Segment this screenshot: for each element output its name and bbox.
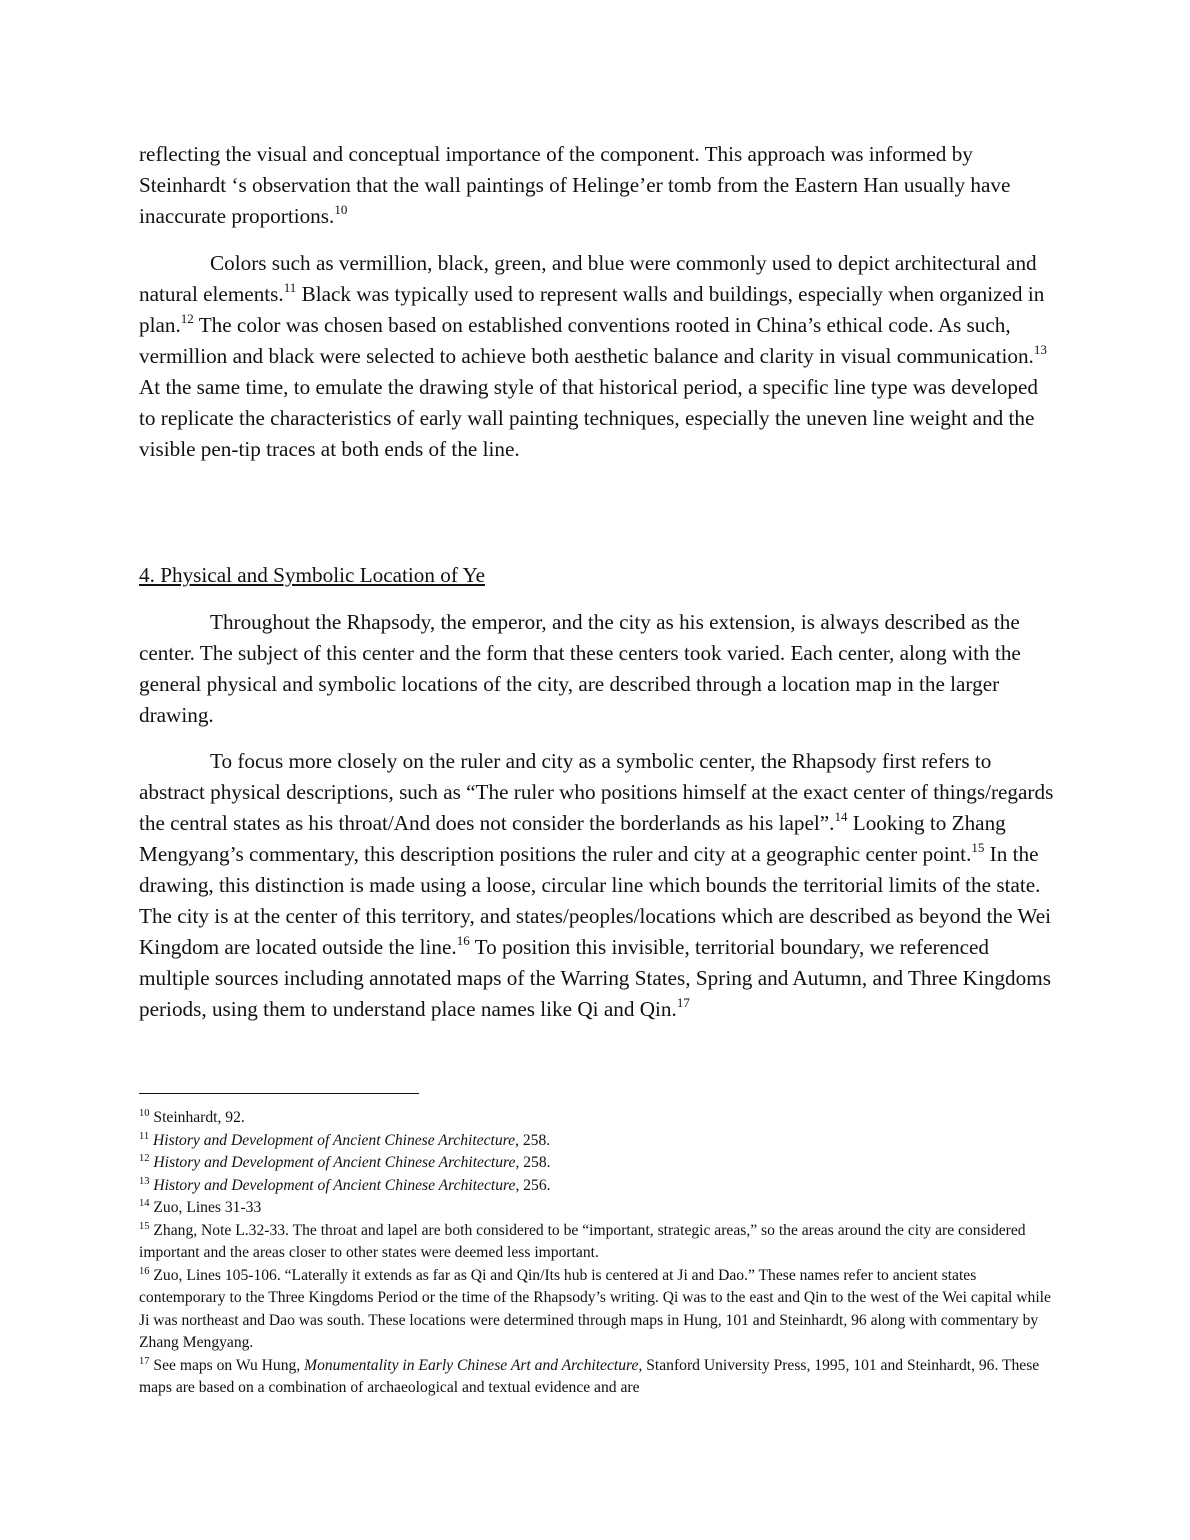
footnote-ref[interactable]: 17 — [676, 995, 690, 1010]
citation-title: History and Development of Ancient Chinese Architecture — [153, 1176, 516, 1194]
citation-title: History and Development of Ancient Chinese Architecture — [153, 1131, 516, 1149]
footnote — [139, 1152, 1054, 1175]
footnote-text: See maps on Wu Hung, — [153, 1356, 305, 1374]
footnote — [139, 1175, 1054, 1198]
footnote-ref[interactable]: 12 — [180, 311, 194, 326]
footnote-text: Zhang, Note L.32-33. The throat and lapel are both considered to be “important, strategic areas,” so the areas around the city are considered important and the areas closer to other states were deemed less important. — [139, 1221, 1026, 1261]
footnote — [139, 1130, 1054, 1153]
sentence: In the drawing, this distinction is made using a loose, circular line which bounds the territorial limits of the state. The city is at the center of this territory, and states/peoples/locations which are described as beyond the Wei Kingdom are located outside the line. — [139, 842, 1052, 959]
sentence: To focus more closely on the ruler and city as a symbolic center, the Rhapsody first refers to abstract physical descriptions, such as “The ruler who positions himself at the exact center of things/regards the central states as his throat/And does not consider the borderlands as his lapel”. — [139, 749, 1054, 835]
sentence: Looking to Zhang Mengyang’s commentary, this description positions the ruler and city at a geographic center point. — [139, 811, 1006, 866]
footnote-ref[interactable]: 16 — [456, 933, 470, 948]
sentence: Colors such as vermillion, black, green, and blue were commonly used to depict architectural and natural elements. — [139, 251, 1037, 306]
footnote-ref[interactable]: 11 — [283, 280, 297, 295]
footnote-ref[interactable]: 14 — [834, 809, 848, 824]
footnote-text: Steinhardt, 92. — [153, 1109, 245, 1126]
footnote-number: 14 — [139, 1198, 150, 1209]
footnotes — [139, 1107, 1054, 1400]
footnote-number: 10 — [139, 1108, 150, 1119]
footnote — [139, 1355, 1054, 1400]
footnote-text: Zuo, Lines 31-33 — [153, 1199, 262, 1216]
footnote-text: , 256. — [515, 1176, 551, 1194]
citation-title: History and Development of Ancient Chinese Architecture — [153, 1154, 516, 1171]
footnote — [139, 1220, 1054, 1265]
footnote-text: , 258. — [515, 1131, 551, 1149]
paragraph-text: reflecting the visual and conceptual importance of the component. This approach was informed by Steinhardt ‘s observation that the wall paintings of Helinge’er tomb from the Eastern Han usually have inaccurate proportions. — [139, 142, 1011, 228]
footnote-text: Zuo, Lines 105-106. “Laterally it extends as far as Qi and Qin/Its hub is centered at Ji and Dao.” These names refer to ancient states contemporary to the Three Kingdoms Period or the time of the Rhapsody’s writing. Qi was to the east and Qin to the west of the Wei capital while Ji was northeast and Dao was south. These locations were determined through maps in Hung, 101 and Steinhardt, 96 along with commentary by Zhang Mengyang. — [139, 1266, 1051, 1351]
paragraph-symbolic-center — [139, 746, 1054, 1025]
footnote-ref[interactable]: 13 — [1033, 342, 1047, 357]
footnote-text: , 258. — [515, 1154, 551, 1171]
footnote-number: 16 — [139, 1265, 150, 1277]
paragraph-center — [139, 607, 1054, 731]
paragraph-text: Throughout the Rhapsody, the emperor, and the city as his extension, is always described as the center. The subject of this center and the form that these centers took varied. Each center, along with the general physical and symbolic locations of the city, are described through a location map in the larger drawing. — [139, 610, 1021, 727]
footnote-number: 11 — [139, 1130, 150, 1142]
section-heading-text: 4. Physical and Symbolic Location of Ye — [139, 563, 486, 587]
sentence: At the same time, to emulate the drawing style of that historical period, a specific line type was developed to replicate the characteristics of early wall painting techniques, especially the uneven line weight and the visible pen-tip traces at both ends of the line. — [139, 375, 1039, 461]
sentence: To position this invisible, territorial boundary, we referenced multiple sources including annotated maps of the Warring States, Spring and Autumn, and Three Kingdoms periods, using them to understand place names like Qi and Qin. — [139, 935, 1051, 1021]
section-heading — [139, 560, 1054, 591]
footnote — [139, 1107, 1054, 1130]
footnote-ref[interactable]: 10 — [334, 202, 348, 217]
footnote — [139, 1265, 1054, 1355]
footnote-number: 17 — [139, 1355, 150, 1367]
footnote-text: , Stanford University Press, 1995, 101 and Steinhardt, 96. These maps are based on a combination of archaeological and textual evidence and are — [139, 1356, 1040, 1396]
footnote — [139, 1197, 1054, 1220]
footnote-number: 12 — [139, 1153, 150, 1164]
footnote-number: 15 — [139, 1220, 150, 1232]
citation-title: Monumentality in Early Chinese Art and Architecture — [304, 1356, 639, 1374]
sentence: The color was chosen based on established conventions rooted in China’s ethical code. As such, vermillion and black were selected to achieve both aesthetic balance and clarity in visual communication. — [139, 313, 1034, 368]
footnote-number: 13 — [139, 1175, 150, 1187]
paragraph-proportions — [139, 139, 1054, 232]
sentence: Black was typically used to represent walls and buildings, especially when organized in plan. — [139, 282, 1045, 337]
footnote-divider — [139, 1093, 419, 1094]
paragraph-colors — [139, 248, 1054, 465]
footnote-ref[interactable]: 15 — [971, 840, 985, 855]
